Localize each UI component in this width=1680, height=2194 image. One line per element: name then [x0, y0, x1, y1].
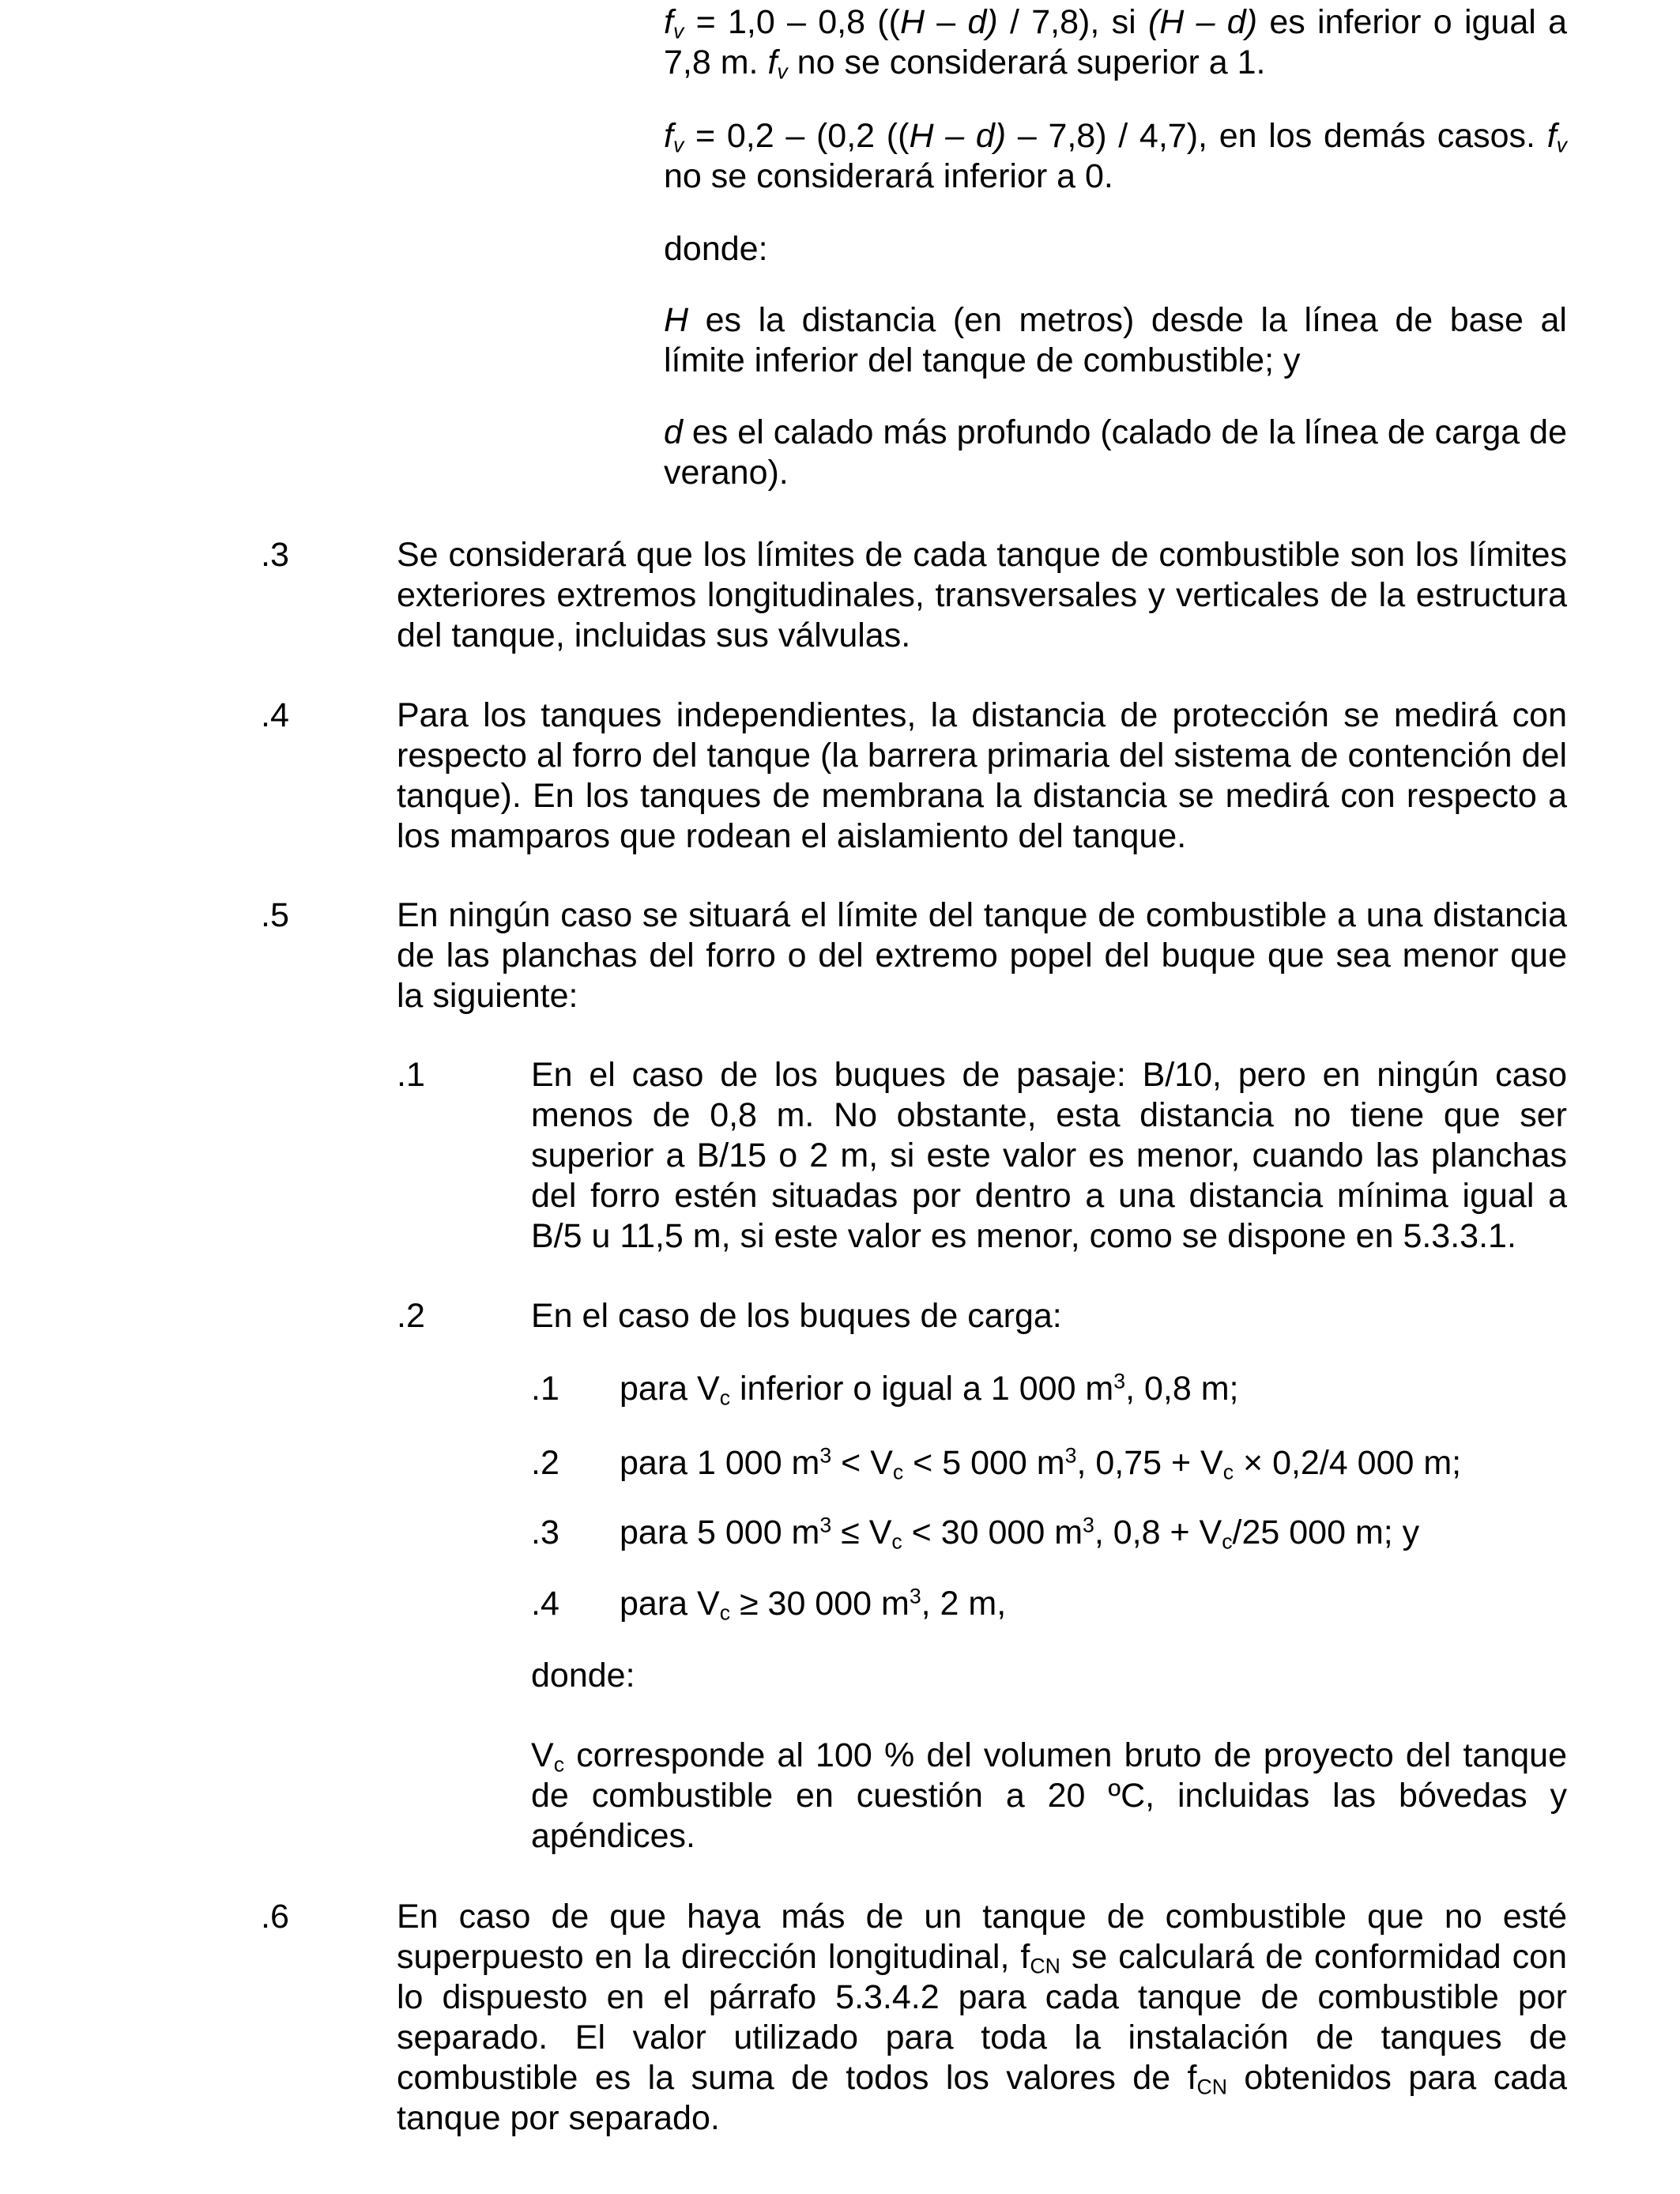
item-number: .2	[531, 1444, 559, 1482]
symbol-H-minus-d: (H – d)	[1147, 3, 1258, 41]
subscript-c: c	[719, 1600, 731, 1625]
item-text: En ningún caso se situará el límite del tanque de combustible a una distancia de las planchas del forro o del extremo popel del buque que sea menor que la siguiente:	[397, 896, 1567, 1015]
subscript-c: c	[1222, 1529, 1233, 1554]
subscript-v: v	[777, 59, 788, 84]
item-number: .1	[531, 1370, 559, 1408]
symbol-f: f	[664, 117, 673, 155]
item-text: En el caso de los buques de carga:	[531, 1297, 1062, 1335]
formula-fv-lower-text: $f_v = 0,2 - (0,2$ ((H – d) – 7,8) / 4,7), en los demás casos. $f_v$ no se considerará inferior a 0.	[664, 117, 1567, 195]
item-text: En caso de que haya más de un tanque de combustible que no esté superpuesto en la dirección longitudinal, $f_{CN}$ se calculará de conformidad con lo dispuesto en el párrafo 5.3.4.2 para cada tanque de combustible por separado. El valor utilizado para toda la instalación de tanques de combustible es la suma de todos los valores de $f_{CN}$ obtenidos para cada tanque por separado.	[397, 1898, 1567, 2137]
item-number: .4	[261, 696, 289, 734]
item-number: .4	[531, 1585, 559, 1623]
symbol-H-minus-d: H – d)	[909, 117, 1007, 155]
subscript-v: v	[672, 19, 684, 43]
subscript-cn: CN	[1030, 1954, 1060, 1978]
superscript-3: 3	[1064, 1443, 1077, 1468]
item-text: En el caso de los buques de pasaje: B/10, pero en ningún caso menos de 0,8 m. No obstante, esta distancia no tiene que ser superior a B/15 o 2 m, si este valor es menor, cuando las planchas del forro estén situadas por dentro a una distancia mínima igual a B/5 u 11,5 m, si este valor es menor, como se dispone en 5.3.3.1.	[531, 1056, 1567, 1255]
subscript-cn: CN	[1196, 2075, 1227, 2099]
item-number: .3	[261, 536, 289, 574]
superscript-3: 3	[819, 1443, 832, 1468]
item-text: para $V_c$ inferior o igual a 1 000 $m^3$, 0,8 m;	[620, 1369, 1239, 1410]
item-number: .5	[261, 896, 289, 934]
subscript-v: v	[1556, 133, 1567, 157]
subscript-v: v	[672, 133, 684, 157]
item-text: para 1 000 $m^3 < V_c < 5$ 000 $m^3$, $0,75 + V_c \times 0,2/4$ 000 m;	[620, 1443, 1462, 1484]
item-number: .6	[261, 1898, 289, 1936]
item-text: Para los tanques independientes, la distancia de protección se medirá con respecto al forro del tanque (la barrera primaria del sistema de contención del tanque). En los tanques de membrana la distancia se medirá con respecto a los mamparos que rodean el aislamiento del tanque.	[397, 696, 1567, 855]
symbol-f: f	[1546, 117, 1557, 155]
item-text: para $V_c \ge 30$ 000 $m^3$, 2 m,	[620, 1584, 1007, 1625]
symbol-f: f	[664, 3, 673, 41]
subscript-c: c	[1222, 1460, 1234, 1484]
item-number: .3	[531, 1514, 559, 1551]
item-number: .1	[397, 1056, 425, 1094]
formula-fv-upper-text: $f_v = 1,0 - 0,8$ ((H – d) / 7,8), si (H – d) es inferior o igual a 7,8 m. $f_v$ no se considerará superior a 1.	[664, 3, 1568, 84]
subscript-c: c	[553, 1752, 565, 1777]
item-text: Se considerará que los límites de cada tanque de combustible son los límites exteriores extremos longitudinales, transversales y verticales de la estructura del tanque, incluidas sus válvulas.	[397, 536, 1567, 654]
symbol-d: d)	[967, 3, 998, 41]
item-text: para 5 000 $m^3 \le V_c < 30$ 000 $m^3$, $0,8 + V_c/25$ 000 m; y	[620, 1513, 1420, 1554]
superscript-3: 3	[909, 1584, 921, 1608]
item-number: .2	[397, 1297, 425, 1335]
superscript-3: 3	[819, 1513, 832, 1537]
subscript-c: c	[719, 1385, 731, 1410]
superscript-3: 3	[1083, 1513, 1094, 1537]
symbol-f: f	[767, 43, 778, 81]
subscript-c: c	[891, 1529, 902, 1554]
symbol-d: d	[664, 413, 683, 451]
symbol-H: H	[664, 301, 689, 339]
superscript-3: 3	[1113, 1369, 1126, 1393]
subscript-c: c	[892, 1460, 904, 1484]
symbol-H: H	[899, 3, 925, 41]
